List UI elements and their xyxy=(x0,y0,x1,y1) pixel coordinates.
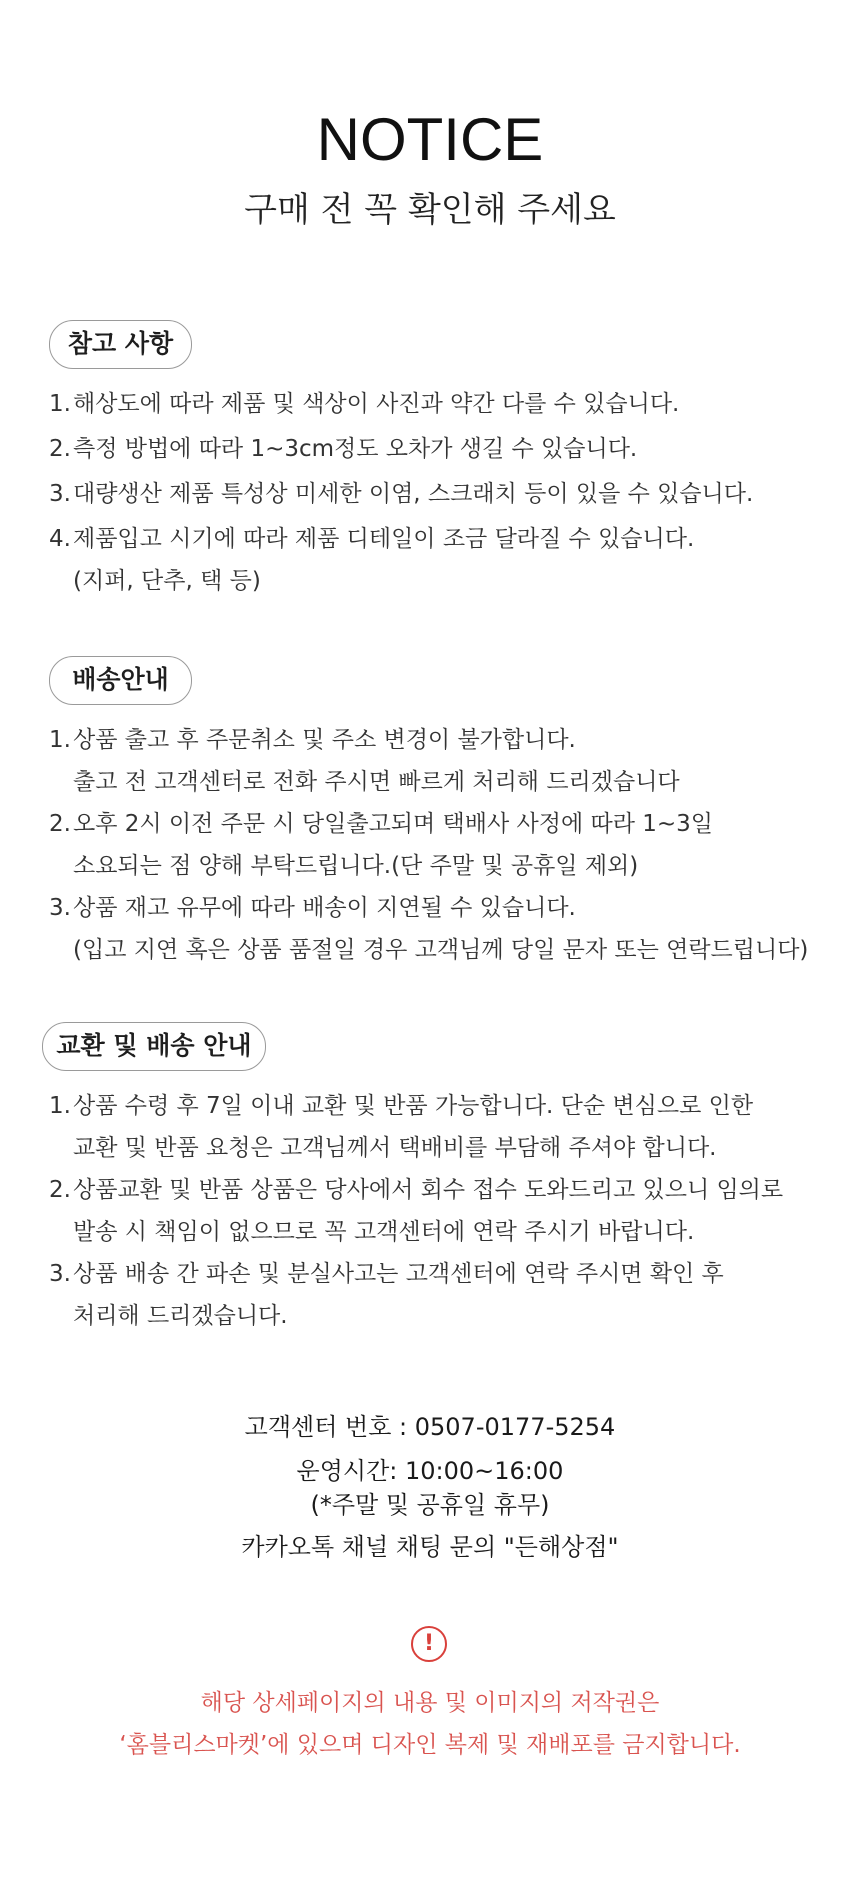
item-text: 측정 방법에 따라 1~3cm정도 오차가 생길 수 있습니다. xyxy=(73,436,638,462)
item-number: 4. xyxy=(49,526,71,552)
item-number: 3. xyxy=(49,481,71,507)
list-item xyxy=(49,518,829,602)
section-label-reference: 참고 사항 xyxy=(49,320,192,369)
list-item xyxy=(49,719,829,803)
operating-hours: 운영시간: 10:00~16:00 xyxy=(296,1457,564,1485)
reference-section xyxy=(49,320,829,605)
item-number: 2. xyxy=(49,811,71,837)
item-text: 오후 2시 이전 주문 시 당일출고되며 택배사 사정에 따라 1~3일 xyxy=(73,811,713,837)
item-text-continued: 소요되는 점 양해 부탁드립니다.(단 주말 및 공휴일 제외) xyxy=(73,853,639,879)
copyright-line: 해당 상세페이지의 내용 및 이미지의 저작권은 xyxy=(200,1690,660,1716)
exclamation-circle-icon: ! xyxy=(411,1626,447,1662)
item-number: 1. xyxy=(49,727,71,753)
list-item xyxy=(49,803,829,887)
item-number: 2. xyxy=(49,436,71,462)
list-item xyxy=(49,473,829,515)
item-number: 2. xyxy=(49,1177,71,1203)
reference-list xyxy=(49,383,829,602)
item-text: 대량생산 제품 특성상 미세한 이염, 스크래치 등이 있을 수 있습니다. xyxy=(73,481,754,507)
item-text: 해상도에 따라 제품 및 색상이 사진과 약간 다를 수 있습니다. xyxy=(73,391,680,417)
item-text: 상품교환 및 반품 상품은 당사에서 회수 접수 도와드리고 있으니 임의로 xyxy=(73,1177,784,1203)
item-number: 1. xyxy=(49,1093,71,1119)
item-number: 1. xyxy=(49,391,71,417)
item-number: 3. xyxy=(49,1261,71,1287)
copyright-line: ‘홈블리스마켓’에 있으며 디자인 복제 및 재배포를 금지합니다. xyxy=(119,1732,741,1758)
shipping-list xyxy=(49,719,829,971)
exchange-list xyxy=(49,1085,829,1337)
item-text: 상품 재고 유무에 따라 배송이 지연될 수 있습니다. xyxy=(73,895,576,921)
shipping-section xyxy=(49,656,829,971)
kakao-channel-inquiry: 카카오톡 채널 채팅 문의 "든해상점" xyxy=(241,1533,619,1561)
customer-center-phone: 고객센터 번호 : 0507-0177-5254 xyxy=(244,1413,616,1441)
item-text-continued: (지퍼, 단추, 택 등) xyxy=(73,568,261,594)
item-text-continued: 출고 전 고객센터로 전화 주시면 빠르게 처리해 드리겠습니다 xyxy=(73,769,680,795)
section-label-shipping: 배송안내 xyxy=(49,656,192,705)
list-item xyxy=(49,1085,829,1169)
list-item xyxy=(49,383,829,425)
list-item xyxy=(49,1253,829,1337)
item-text: 상품 배송 간 파손 및 분실사고는 고객센터에 연락 주시면 확인 후 xyxy=(73,1261,724,1287)
item-text: 상품 출고 후 주문취소 및 주소 변경이 불가합니다. xyxy=(73,727,576,753)
item-number: 3. xyxy=(49,895,71,921)
list-item xyxy=(49,428,829,470)
item-text: 상품 수령 후 7일 이내 교환 및 반품 가능합니다. 단순 변심으로 인한 xyxy=(73,1093,754,1119)
item-text-continued: (입고 지연 혹은 상품 품절일 경우 고객님께 당일 문자 또는 연락드립니다) xyxy=(73,937,809,963)
section-label-exchange: 교환 및 배송 안내 xyxy=(42,1022,266,1071)
list-item xyxy=(49,1169,829,1253)
holiday-notice: (*주말 및 공휴일 휴무) xyxy=(310,1491,550,1519)
item-text-continued: 교환 및 반품 요청은 고객님께서 택배비를 부담해 주셔야 합니다. xyxy=(73,1135,717,1161)
exchange-section xyxy=(49,1022,829,1337)
list-item xyxy=(49,887,829,971)
item-text-continued: 처리해 드리겠습니다. xyxy=(73,1303,288,1329)
page-title: NOTICE xyxy=(316,106,544,173)
page-subtitle: 구매 전 꼭 확인해 주세요 xyxy=(244,190,616,230)
copyright-notice xyxy=(0,1682,860,1766)
contact-info xyxy=(0,1410,860,1564)
item-text: 제품입고 시기에 따라 제품 디테일이 조금 달라질 수 있습니다. xyxy=(73,526,695,552)
item-text-continued: 발송 시 책임이 없으므로 꼭 고객센터에 연락 주시기 바랍니다. xyxy=(73,1219,695,1245)
